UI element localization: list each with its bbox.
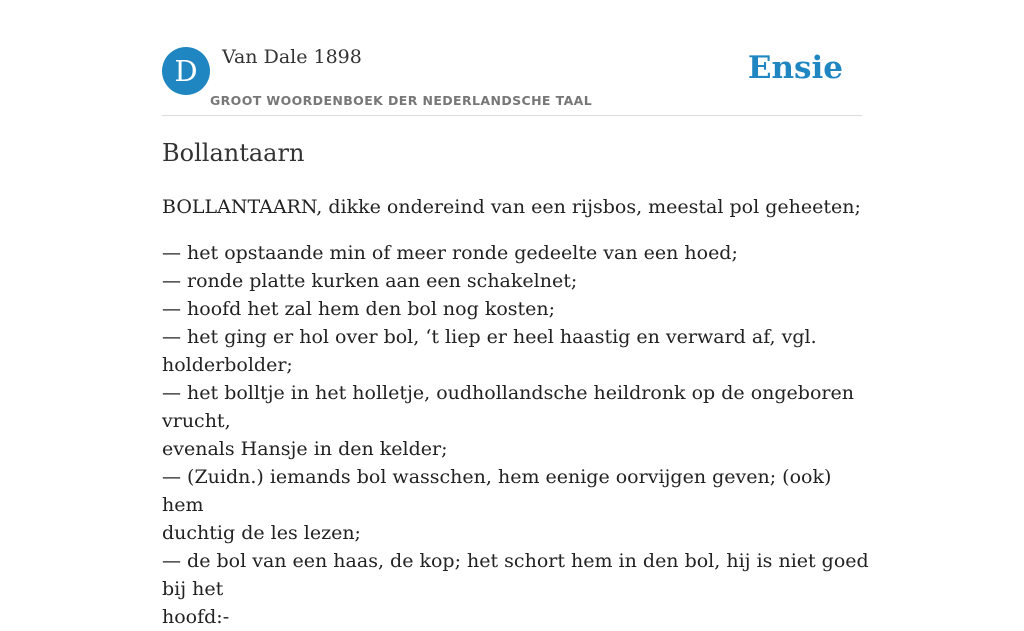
entry-line: — ronde platte kurken aan een schakelnet; xyxy=(162,270,578,292)
source-title[interactable]: Van Dale 1898 xyxy=(222,46,362,68)
brand-logo[interactable]: Ensie xyxy=(747,50,843,86)
entry-lines xyxy=(162,239,872,631)
entry-line: — de bol van een haas, de kop; het schort hem in den bol, hij is niet goed bij het hoofd:- xyxy=(162,550,869,628)
page xyxy=(162,0,869,628)
header xyxy=(162,0,862,116)
source-subtitle: GROOT WOORDENBOEK DER NEDERLANDSCHE TAAL xyxy=(210,93,593,108)
entry-line: — het bolltje in het holletje, oudhollandsche heildronk op de ongeboren vrucht, evenals Hansje in den kelder; xyxy=(162,382,854,460)
entry-line: — hoofd het zal hem den bol nog kosten; xyxy=(162,298,556,320)
logo-letter: D xyxy=(174,53,198,88)
source-logo[interactable] xyxy=(162,47,210,95)
entry-title: Bollantaarn xyxy=(162,139,305,167)
entry-definition: BOLLANTAARN, dikke ondereind van een rijsbos, meestal pol geheeten; xyxy=(162,196,861,218)
entry-line: — het opstaande min of meer ronde gedeelte van een hoed; xyxy=(162,242,738,264)
entry-line: — (Zuidn.) iemands bol wasschen, hem eenige oorvijgen geven; (ook) hem duchtig de les lezen; xyxy=(162,466,832,544)
entry-line: — het ging er hol over bol, ‘t liep er heel haastig en verward af, vgl. holderbolder; xyxy=(162,326,817,376)
